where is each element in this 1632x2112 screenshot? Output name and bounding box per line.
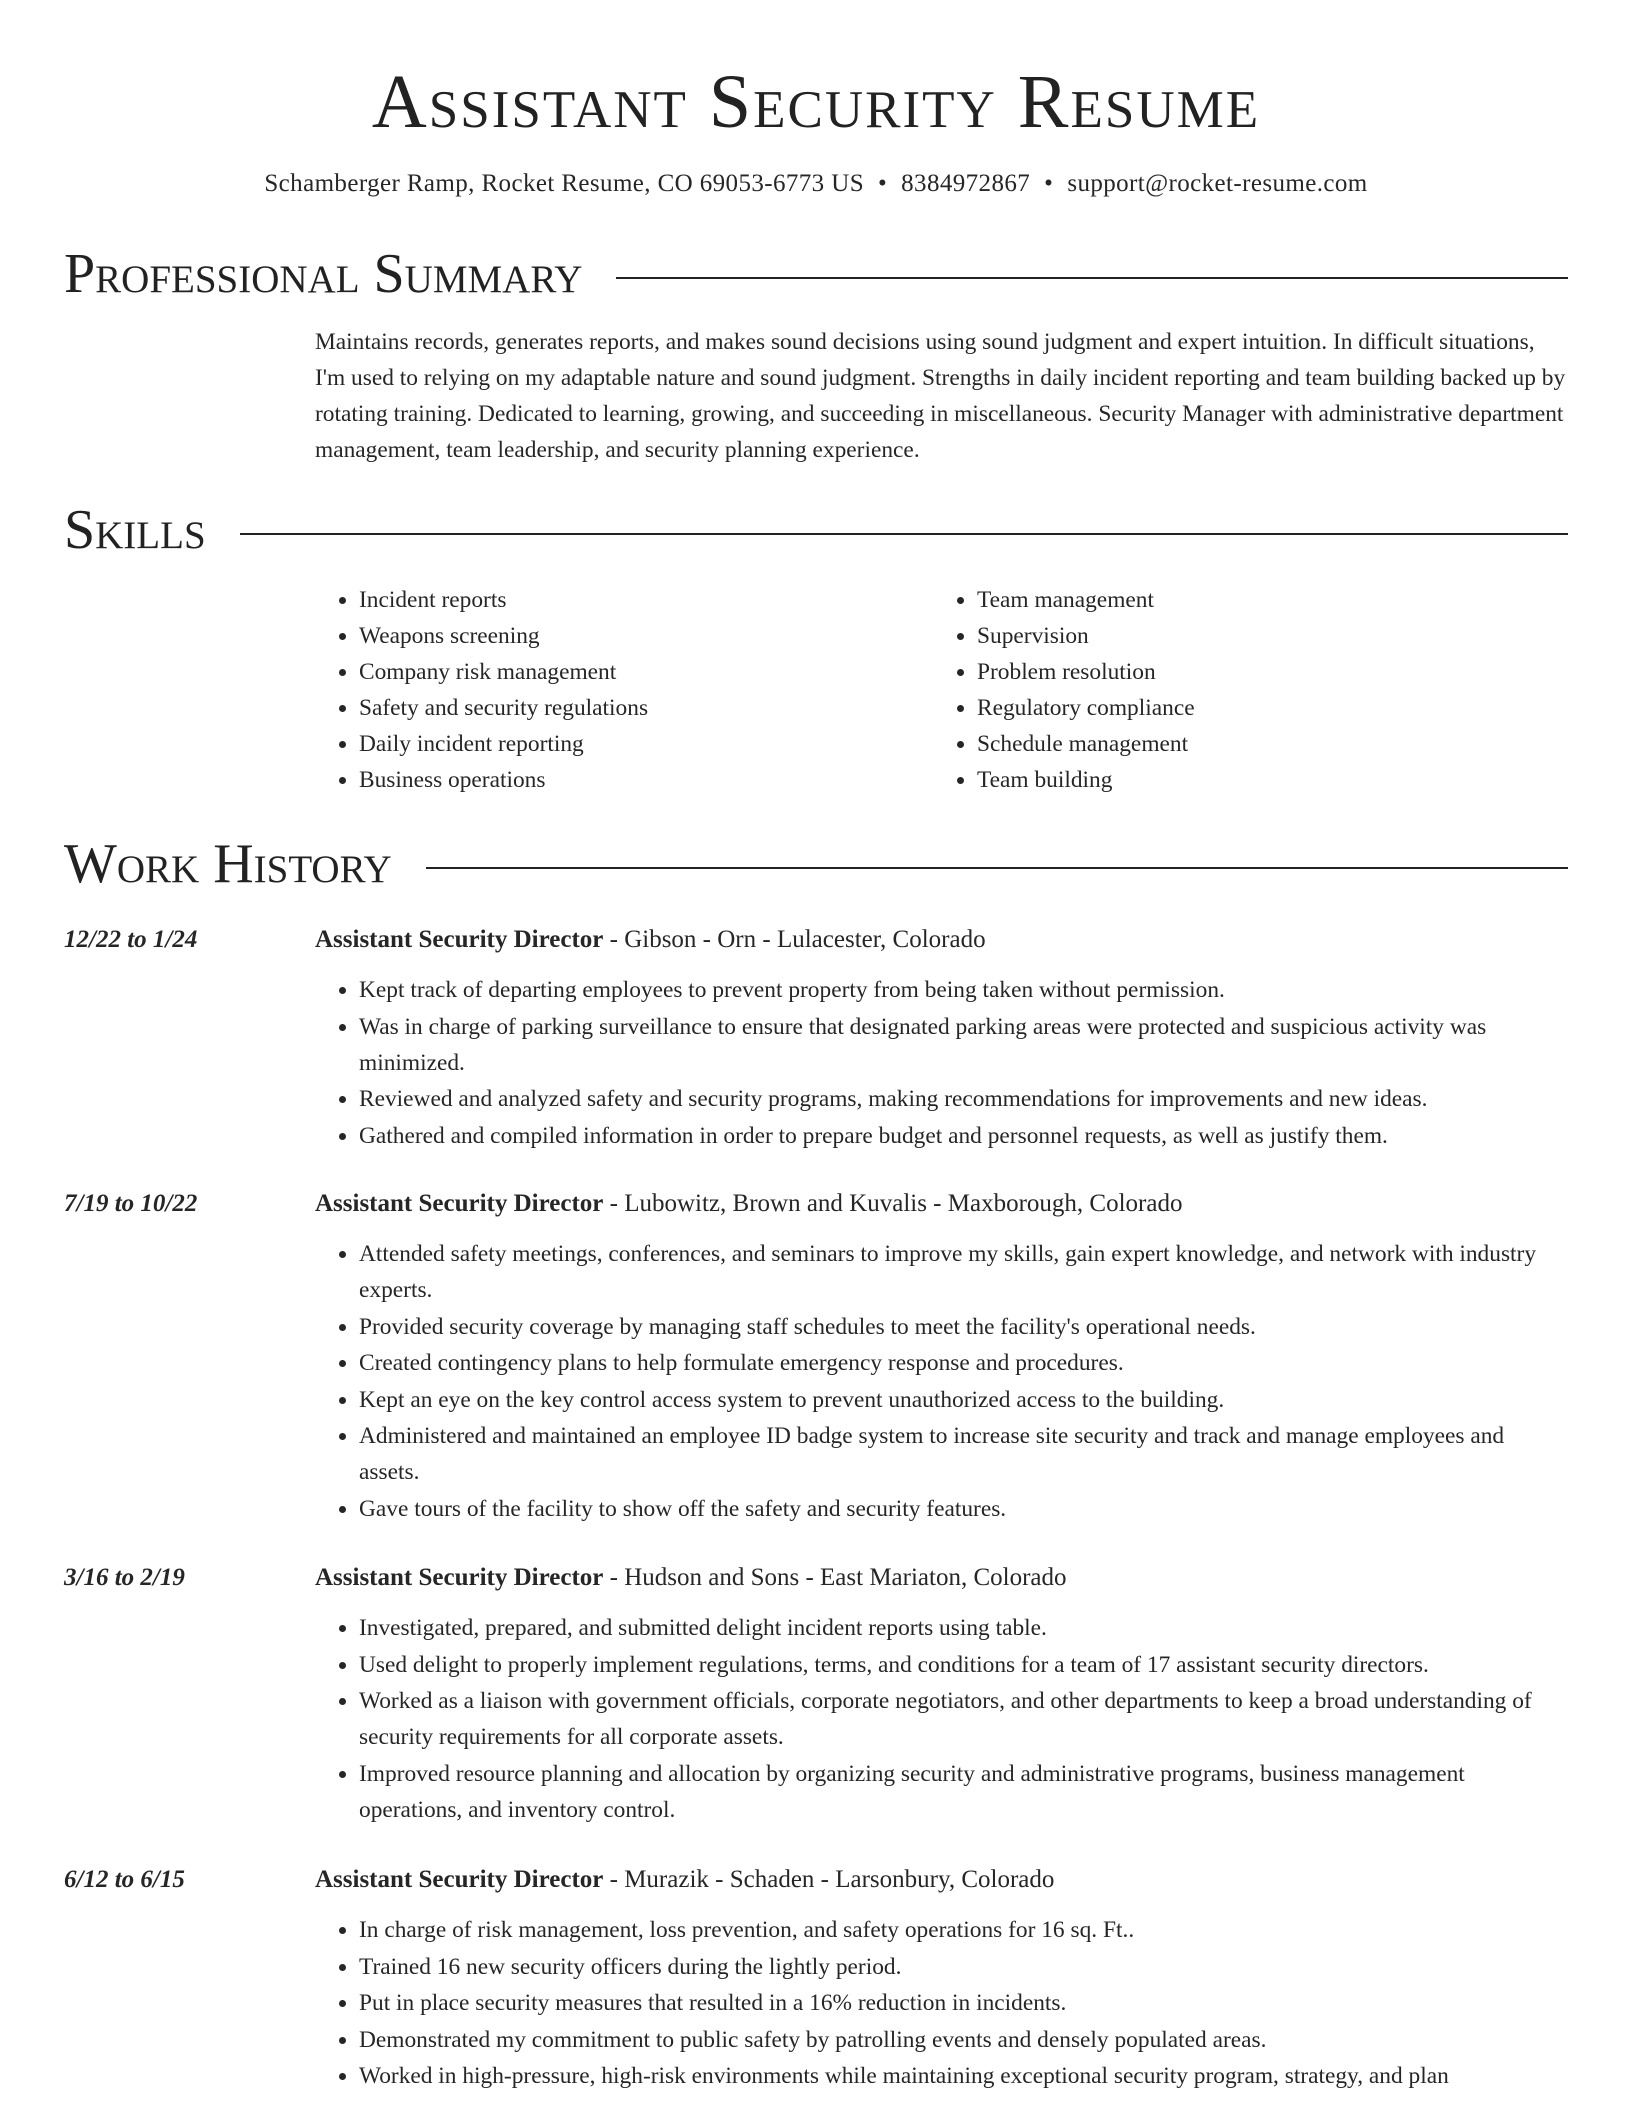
job-employer: - Gibson - Orn - Lulacester, Colorado: [603, 926, 986, 953]
job-bullet: • Administered and maintained an employee ID badge system to increase site security and track and manage employees and assets.: [359, 1418, 1568, 1490]
job-bullet: • Trained 16 new security officers during the lightly period.: [359, 1949, 1568, 1985]
job-employer: - Hudson and Sons - East Mariaton, Colorado: [603, 1564, 1067, 1591]
job-bullet: • Kept an eye on the key control access system to prevent unauthorized access to the building.: [359, 1382, 1568, 1418]
job-dates: 7/19 to 10/22: [64, 1190, 198, 1217]
job-bullets: [315, 972, 1568, 1154]
job-bullet: • Provided security coverage by managing staff schedules to meet the facility's operational needs.: [359, 1309, 1568, 1345]
job-bullet: • Created contingency plans to help formulate emergency response and procedures.: [359, 1345, 1568, 1381]
skills-column-1: [315, 582, 933, 798]
job-entry: [64, 922, 1568, 1154]
job-bullets: [315, 1610, 1568, 1828]
job-title: Assistant Security Director: [315, 1866, 604, 1893]
job-bullet: • Attended safety meetings, conferences, and seminars to improve my skills, gain expert knowledge, and network with industry experts.: [359, 1236, 1568, 1308]
job-dates: 6/12 to 6/15: [64, 1866, 185, 1893]
skills-list: [315, 582, 1568, 798]
job-dates: 3/16 to 2/19: [64, 1564, 185, 1591]
divider: [616, 277, 1568, 279]
job-entry: [64, 1186, 1568, 1527]
contact-line: [64, 170, 1568, 198]
page-title: Assistant Security Resume: [371, 60, 1261, 144]
job-bullet: • Investigated, prepared, and submitted delight incident reports using table.: [359, 1610, 1568, 1646]
job-entry: [64, 1560, 1568, 1828]
job-bullets: [315, 1912, 1568, 2094]
job-bullet: • Kept track of departing employees to prevent property from being taken without permission.: [359, 972, 1568, 1008]
summary-text: Maintains records, generates reports, and makes sound decisions using sound judgment and expert intuition. In difficult situations, I'm used to relying on my adaptable nature and sound judgment. Strengths in daily incident reporting and team building backed up by rotating training. Dedicated to learning, growing, and succeeding in miscellaneous. Security Manager with administrative department management, team leadership, and security planning experience.: [315, 329, 1566, 463]
skill-item: • Schedule management: [977, 726, 1195, 762]
job-bullet: • Improved resource planning and allocation by organizing security and administrative programs, business management operations, and inventory control.: [359, 1756, 1568, 1828]
section-title: Work History: [64, 833, 392, 895]
job-bullet: • Gathered and compiled information in order to prepare budget and personnel requests, as well as justify them.: [359, 1118, 1568, 1154]
job-header: [315, 1186, 1568, 1222]
skill-item: • Business operations: [359, 762, 933, 798]
job-bullet: • Reviewed and analyzed safety and security programs, making recommendations for improvements and new ideas.: [359, 1081, 1568, 1117]
job-body: [315, 1186, 1568, 1527]
job-body: [315, 922, 1568, 1154]
email-link[interactable]: support@rocket-resume.com: [1067, 170, 1368, 197]
skill-item: • Company risk management: [359, 654, 933, 690]
skill-item: • Problem resolution: [977, 654, 1195, 690]
job-header: [315, 1560, 1568, 1596]
job-body: [315, 1862, 1568, 2095]
job-bullet: • Gave tours of the facility to show off the safety and security features.: [359, 1491, 1568, 1527]
job-header: [315, 922, 1568, 958]
skill-item: • Supervision: [977, 618, 1195, 654]
skill-item: • Weapons screening: [359, 618, 933, 654]
skill-item: • Incident reports: [359, 582, 933, 618]
divider: [240, 533, 1568, 535]
separator: •: [1044, 170, 1054, 197]
job-bullet: • Worked in high-pressure, high-risk environments while maintaining exceptional security program, strategy, and plan: [359, 2058, 1568, 2094]
skill-item: • Team management: [977, 582, 1195, 618]
address: Schamberger Ramp, Rocket Resume, CO 69053-6773 US: [264, 170, 864, 197]
job-bullet: • Worked as a liaison with government officials, corporate negotiators, and other departments to keep a broad understanding of security requirements for all corporate assets.: [359, 1683, 1568, 1755]
job-bullet: • Demonstrated my commitment to public safety by patrolling events and densely populated areas.: [359, 2022, 1568, 2058]
divider: [426, 867, 1568, 869]
separator: •: [878, 170, 888, 197]
section-title: Professional Summary: [64, 243, 583, 305]
skill-item: • Team building: [977, 762, 1195, 798]
job-bullet: • Used delight to properly implement regulations, terms, and conditions for a team of 17 assistant security directors.: [359, 1647, 1568, 1683]
job-employer: - Murazik - Schaden - Larsonbury, Colorado: [603, 1866, 1055, 1893]
job-bullet: • In charge of risk management, loss prevention, and safety operations for 16 sq. Ft..: [359, 1912, 1568, 1948]
job-header: [315, 1862, 1568, 1898]
skills-column-2: [933, 582, 1195, 798]
job-title: Assistant Security Director: [315, 1190, 604, 1217]
job-bullets: [315, 1236, 1568, 1527]
job-bullet: • Put in place security measures that resulted in a 16% reduction in incidents.: [359, 1985, 1568, 2021]
job-body: [315, 1560, 1568, 1828]
job-dates: 12/22 to 1/24: [64, 926, 198, 953]
job-employer: - Lubowitz, Brown and Kuvalis - Maxborough, Colorado: [603, 1190, 1183, 1217]
job-entry: [64, 1862, 1568, 2095]
section-title: Skills: [64, 499, 206, 561]
job-title: Assistant Security Director: [315, 1564, 604, 1591]
phone: 8384972867: [901, 170, 1031, 197]
section-heading-summary: [64, 243, 1568, 305]
skill-item: • Regulatory compliance: [977, 690, 1195, 726]
job-title: Assistant Security Director: [315, 926, 604, 953]
skill-item: • Daily incident reporting: [359, 726, 933, 762]
section-heading-skills: [64, 499, 1568, 561]
job-bullet: • Was in charge of parking surveillance to ensure that designated parking areas were protected and suspicious activity was minimized.: [359, 1009, 1568, 1081]
section-heading-work-history: [64, 833, 1568, 895]
resume-page: [64, 0, 1568, 2095]
skill-item: • Safety and security regulations: [359, 690, 933, 726]
